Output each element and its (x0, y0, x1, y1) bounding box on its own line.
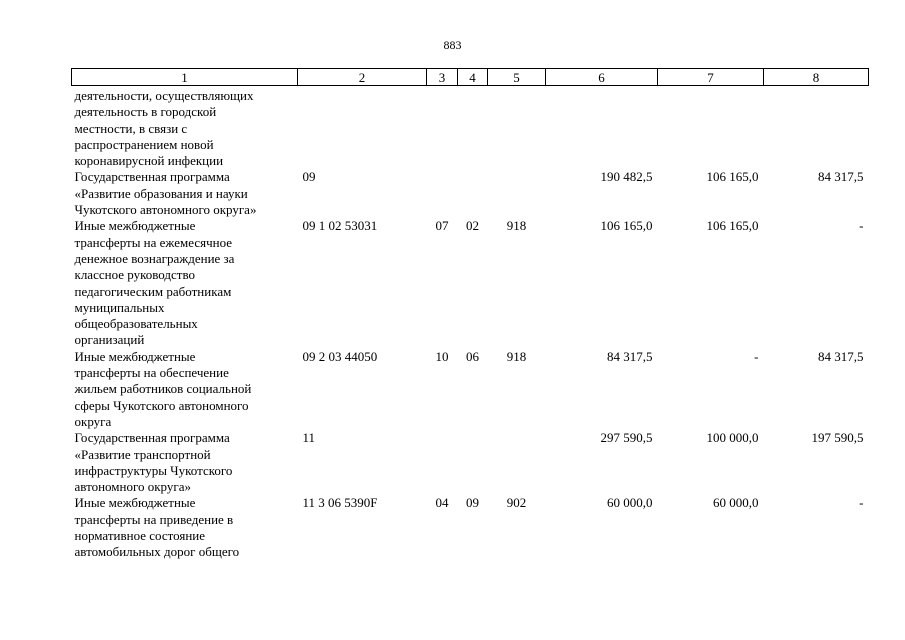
classification-code-cell: 09 (302, 169, 316, 185)
amount-col8-cell: 84 317,5 (818, 348, 864, 364)
subsection-cell: 09 (466, 495, 479, 511)
row-name-line: местности, в связи с (74, 120, 188, 136)
row-name-line: сферы Чукотского автономного (74, 397, 249, 413)
section-cell (427, 86, 458, 170)
row-name-line: Чукотского автономного округа» (74, 202, 257, 218)
total-amount-cell: 106 165,0 (600, 218, 653, 234)
row-name-cell (72, 495, 298, 560)
amount-col7-cell: 60 000,0 (713, 495, 759, 511)
row-name-line: Иные межбюджетные (74, 495, 196, 511)
amount-col8-cell: 84 317,5 (818, 169, 864, 185)
row-name-line: деятельность в городской (74, 104, 217, 120)
row-name-line: педагогическим работникам (74, 283, 232, 299)
table-header (72, 69, 869, 86)
row-name-line: распространением новой (74, 136, 214, 152)
column-header-2: 2 (298, 69, 427, 86)
section-cell: 04 (435, 495, 449, 511)
column-header-8: 8 (764, 69, 869, 86)
classification-code-cell: 09 2 03 44050 (302, 348, 378, 364)
row-name-line: организаций (74, 332, 145, 348)
amount-col8-cell: 197 590,5 (811, 430, 864, 446)
budget-table (71, 68, 869, 561)
classification-code-cell (298, 86, 427, 170)
column-header-5: 5 (488, 69, 546, 86)
section-cell (427, 430, 458, 495)
row-name-cell (72, 169, 298, 218)
row-name-line: деятельности, осуществляющих (74, 88, 254, 103)
table-row (72, 349, 869, 430)
row-name-line: Государственная программа (74, 169, 230, 185)
row-name-line: Иные межбюджетные (74, 348, 196, 364)
row-name-line: автономного округа» (74, 479, 191, 495)
row-name-line: трансферты на обеспечение (74, 365, 229, 381)
ministry-code-cell: 902 (506, 495, 527, 511)
amount-col8-cell: - (859, 495, 864, 511)
row-name-line: автомобильных дорог общего (74, 544, 240, 560)
row-name-line: жильем работников социальной (74, 381, 252, 397)
ministry-code-cell (488, 86, 546, 170)
ministry-code-cell: 918 (506, 348, 527, 364)
row-name-line: Государственная программа (74, 430, 230, 446)
total-amount-cell (546, 86, 658, 170)
table-row (72, 495, 869, 560)
row-name-cell (72, 218, 298, 348)
amount-col7-cell (658, 86, 764, 170)
amount-col7-cell: 106 165,0 (706, 218, 759, 234)
ministry-code-cell (488, 169, 546, 218)
subsection-cell: 06 (466, 348, 479, 364)
row-name-line: муниципальных (74, 299, 165, 315)
section-cell: 10 (435, 348, 449, 364)
section-cell (427, 169, 458, 218)
amount-col8-cell: - (859, 218, 864, 234)
column-header-3: 3 (427, 69, 458, 86)
table-row (72, 218, 869, 348)
row-name-line: классное руководство (74, 267, 196, 283)
page-number: 883 (443, 38, 462, 52)
row-name-cell (72, 430, 298, 495)
row-name-line: денежное вознаграждение за (74, 250, 235, 266)
row-name-line: общеобразовательных (74, 316, 198, 332)
ministry-code-cell: 918 (506, 218, 527, 234)
classification-code-cell: 11 (302, 430, 316, 446)
row-name-line: «Развитие транспортной (74, 446, 211, 462)
subsection-cell (458, 430, 488, 495)
row-name-line: округа (74, 413, 112, 429)
table-row (72, 169, 869, 218)
total-amount-cell: 297 590,5 (600, 430, 653, 446)
row-name-line: Иные межбюджетные (74, 218, 196, 234)
row-name-line: трансферты на приведение в (74, 511, 234, 527)
header-row (72, 69, 869, 86)
row-name-line: инфраструктуры Чукотского (74, 462, 233, 478)
subsection-cell (458, 169, 488, 218)
row-name-line: трансферты на ежемесячное (74, 234, 233, 250)
ministry-code-cell (488, 430, 546, 495)
total-amount-cell: 60 000,0 (607, 495, 653, 511)
section-cell: 07 (435, 218, 449, 234)
subsection-cell (458, 86, 488, 170)
amount-col7-cell: - (754, 348, 759, 364)
column-header-6: 6 (546, 69, 658, 86)
table-row (72, 430, 869, 495)
row-name-line: нормативное состояние (74, 528, 206, 544)
row-name-cell (72, 349, 298, 430)
total-amount-cell: 190 482,5 (600, 169, 653, 185)
column-header-1: 1 (72, 69, 298, 86)
table-body (72, 86, 869, 561)
amount-col7-cell: 100 000,0 (706, 430, 759, 446)
subsection-cell: 02 (466, 218, 479, 234)
classification-code-cell: 09 1 02 53031 (302, 218, 378, 234)
amount-col8-cell (764, 86, 869, 170)
column-header-4: 4 (458, 69, 488, 86)
classification-code-cell: 11 3 06 5390F (302, 495, 378, 511)
column-header-7: 7 (658, 69, 764, 86)
row-name-line: «Развитие образования и науки (74, 185, 248, 201)
row-name-line: коронавирусной инфекции (74, 153, 224, 169)
row-name-cell (72, 86, 298, 170)
total-amount-cell: 84 317,5 (607, 348, 653, 364)
table-row (72, 86, 869, 170)
amount-col7-cell: 106 165,0 (706, 169, 759, 185)
